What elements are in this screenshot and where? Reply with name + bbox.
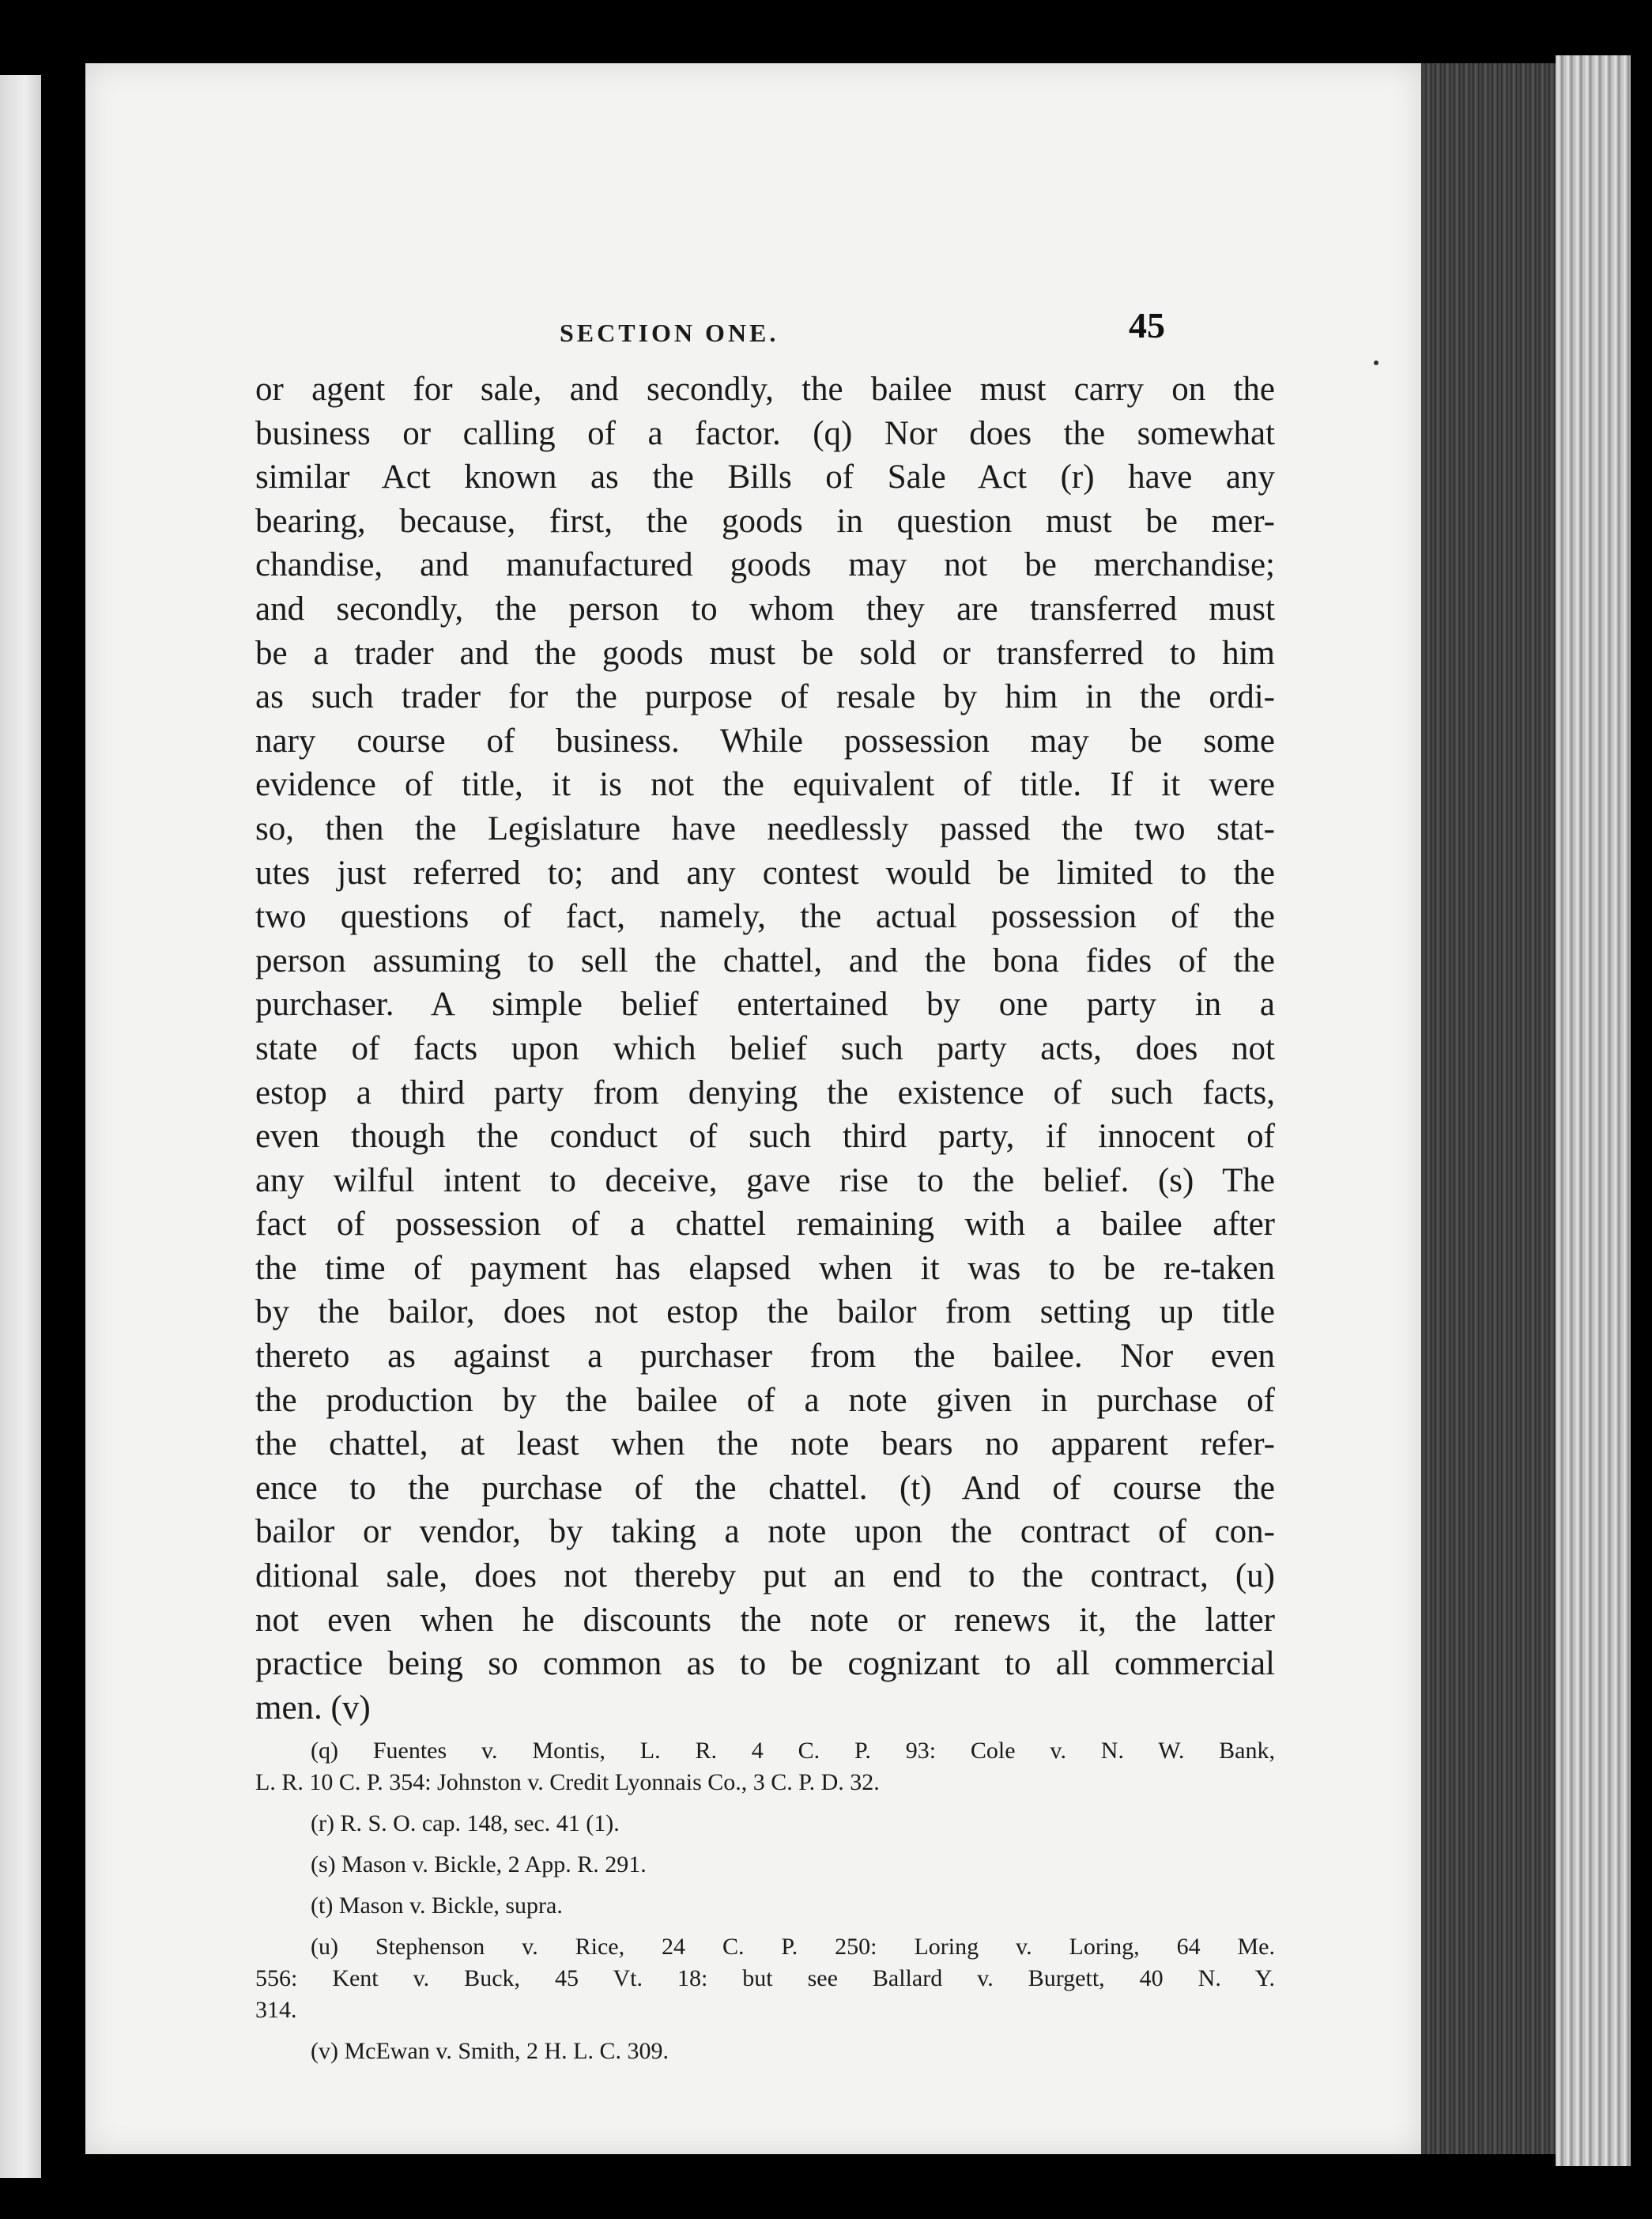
text-line: purchaser. A simple belief entertained by one party in a xyxy=(255,986,1275,1024)
text-line: thereto as against a purchaser from the bailee. Nor even xyxy=(255,1338,1275,1376)
page-number: 45 xyxy=(1129,305,1165,345)
text-line: or agent for sale, and secondly, the bailee must carry on the xyxy=(255,371,1275,408)
text-line: so, then the Legislature have needlessly passed the two stat- xyxy=(255,809,1275,847)
text-line: estop a third party from denying the existence of such facts, xyxy=(255,1074,1275,1111)
footnote-line: (s) Mason v. Bickle, 2 App. R. 291. xyxy=(311,1851,647,1877)
text-line: utes just referred to; and any contest would be limited to the xyxy=(255,854,1275,892)
text-line: the chattel, at least when the note bears no apparent refer- xyxy=(255,1425,1275,1463)
footnote-u xyxy=(255,1931,1275,2026)
speck-mark xyxy=(1374,360,1379,365)
text-line: business or calling of a factor. (q) Nor does the somewhat xyxy=(255,414,1275,452)
text-line: even though the conduct of such third party, if innocent of xyxy=(255,1118,1275,1156)
footnote-line: (u) Stephenson v. Rice, 24 C. P. 250: Loring v. Loring, 64 Me. xyxy=(311,1934,1275,1960)
body-text xyxy=(255,368,1275,1730)
footnote-s xyxy=(255,1849,1275,1881)
text-line: nary course of business. While possession may be some xyxy=(255,722,1275,760)
text-line: the time of payment has elapsed when it was to be re-taken xyxy=(255,1249,1275,1287)
text-line: the production by the bailee of a note given in purchase of xyxy=(255,1381,1275,1419)
page-stack-edge xyxy=(1421,63,1556,2154)
book-page xyxy=(85,63,1421,2154)
page-header xyxy=(85,304,1421,352)
text-line: evidence of title, it is not the equivalent of title. If it were xyxy=(255,766,1275,804)
footnote-line: 314. xyxy=(255,1997,297,2023)
footnote-v xyxy=(255,2036,1275,2067)
footnote-line: (q) Fuentes v. Montis, L. R. 4 C. P. 93: Cole v. N. W. Bank, xyxy=(311,1738,1275,1764)
text-line: ence to the purchase of the chattel. (t) And of course the xyxy=(255,1469,1275,1507)
text-line: fact of possession of a chattel remaining with a bailee after xyxy=(255,1206,1275,1243)
footnote-line: 556: Kent v. Buck, 45 Vt. 18: but see Ballard v. Burgett, 40 N. Y. xyxy=(255,1965,1275,1991)
text-line: practice being so common as to be cognizant to all commercial xyxy=(255,1645,1275,1683)
footnote-q xyxy=(255,1735,1275,1798)
text-line: as such trader for the purpose of resale by him in the ordi- xyxy=(255,678,1275,716)
running-head: SECTION ONE. xyxy=(560,319,779,347)
text-line: men. (v) xyxy=(255,1689,371,1727)
text-line: bailor or vendor, by taking a note upon the contract of con- xyxy=(255,1513,1275,1551)
footnote-line: (r) R. S. O. cap. 148, sec. 41 (1). xyxy=(311,1810,620,1836)
footnote-line: (v) McEwan v. Smith, 2 H. L. C. 309. xyxy=(311,2038,669,2064)
footnote-line: L. R. 10 C. P. 354: Johnston v. Credit Lyonnais Co., 3 C. P. D. 32. xyxy=(255,1769,880,1795)
text-line: ditional sale, does not thereby put an end to the contract, (u) xyxy=(255,1557,1275,1595)
text-line: be a trader and the goods must be sold or transferred to him xyxy=(255,634,1275,672)
text-line: state of facts upon which belief such party acts, does not xyxy=(255,1029,1275,1067)
text-line: and secondly, the person to whom they are transferred must xyxy=(255,590,1275,628)
text-line: not even when he discounts the note or renews it, the latter xyxy=(255,1601,1275,1639)
text-line: bearing, because, first, the goods in question must be mer- xyxy=(255,502,1275,540)
text-line: two questions of fact, namely, the actual possession of the xyxy=(255,898,1275,936)
footnote-r xyxy=(255,1808,1275,1840)
book-binding xyxy=(1556,55,1631,2166)
footnote-t xyxy=(255,1890,1275,1922)
footnote-line: (t) Mason v. Bickle, supra. xyxy=(311,1893,563,1919)
text-line: person assuming to sell the chattel, and the bona fides of the xyxy=(255,942,1275,979)
text-line: by the bailor, does not estop the bailor from setting up title xyxy=(255,1293,1275,1331)
text-line: chandise, and manufactured goods may not be merchandise; xyxy=(255,546,1275,584)
text-line: similar Act known as the Bills of Sale Act (r) have any xyxy=(255,459,1275,496)
footnotes xyxy=(255,1735,1275,2067)
previous-page-edge xyxy=(0,75,41,2178)
text-line: any wilful intent to deceive, gave rise to the belief. (s) The xyxy=(255,1161,1275,1199)
